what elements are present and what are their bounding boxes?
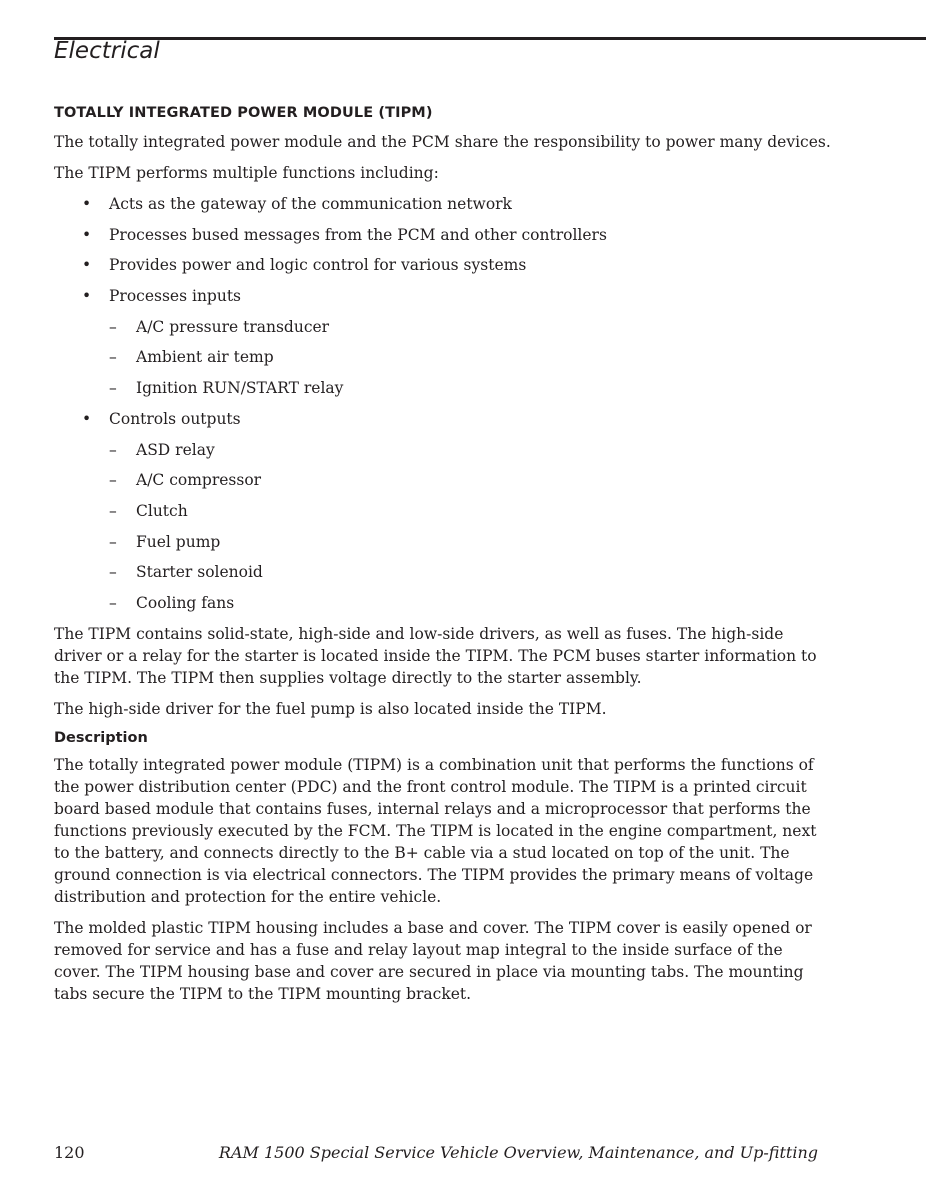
- sub-list-item: – Fuel pump: [54, 531, 834, 553]
- sub-list-item: – Clutch: [54, 500, 834, 522]
- sub-list-item: – Ignition RUN/START relay: [54, 377, 834, 399]
- sub-list-item: – Cooling fans: [54, 592, 834, 614]
- functions-list: [54, 193, 834, 614]
- list-item: • Processes bused messages from the PCM and other controllers: [54, 224, 834, 246]
- sub-list-item: – ASD relay: [54, 439, 834, 461]
- body-paragraph: The TIPM contains solid-state, high-side and low-side drivers, as well as fuses. The high-side driver or a relay for the starter is located inside the TIPM. The PCM buses starter information to the TIPM. The TIPM then supplies voltage directly to the starter assembly.: [54, 624, 817, 687]
- sub-list-item: – A/C compressor: [54, 469, 834, 491]
- header-rule: [54, 37, 926, 40]
- document-title: RAM 1500 Special Service Vehicle Overview, Maintenance, and Up-fitting: [218, 1143, 818, 1162]
- description-heading: Description: [54, 729, 148, 746]
- intro-paragraph: The totally integrated power module and the PCM share the responsibility to power many devices.: [54, 133, 831, 151]
- sub-list-item: – Starter solenoid: [54, 561, 834, 583]
- list-item: • Controls outputs: [54, 408, 834, 430]
- description-paragraph: The totally integrated power module (TIPM) is a combination unit that performs the functions of the power distribution center (PDC) and the front control module. The TIPM is a printed circuit board based module that contains fuses, internal relays and a microprocessor that performs the functions previously executed by the FCM. The TIPM is located in the engine compartment, next to the battery, and connects directly to the B+ cable via a stud located on top of the unit. The ground connection is via electrical connectors. The TIPM provides the primary means of voltage distribution and protection for the entire vehicle.: [54, 755, 817, 906]
- page-content: [54, 105, 834, 1014]
- section-title: Electrical: [54, 38, 160, 64]
- page-number: 120: [54, 1143, 85, 1162]
- list-item: • Acts as the gateway of the communication network: [54, 193, 834, 215]
- sub-list-item: – Ambient air temp: [54, 346, 834, 368]
- tipm-heading: TOTALLY INTEGRATED POWER MODULE (TIPM): [54, 105, 433, 121]
- description-paragraph: The molded plastic TIPM housing includes a base and cover. The TIPM cover is easily opened or removed for service and has a fuse and relay layout map integral to the inside surface of the cover. The TIPM housing base and cover are secured in place via mounting tabs. The mounting tabs secure the TIPM to the TIPM mounting bracket.: [54, 918, 812, 1003]
- list-item: • Processes inputs: [54, 285, 834, 307]
- body-paragraph: The high-side driver for the fuel pump is also located inside the TIPM.: [54, 699, 607, 718]
- list-item: • Provides power and logic control for various systems: [54, 254, 834, 276]
- sub-list-item: – A/C pressure transducer: [54, 316, 834, 338]
- intro-paragraph: The TIPM performs multiple functions including:: [54, 164, 439, 182]
